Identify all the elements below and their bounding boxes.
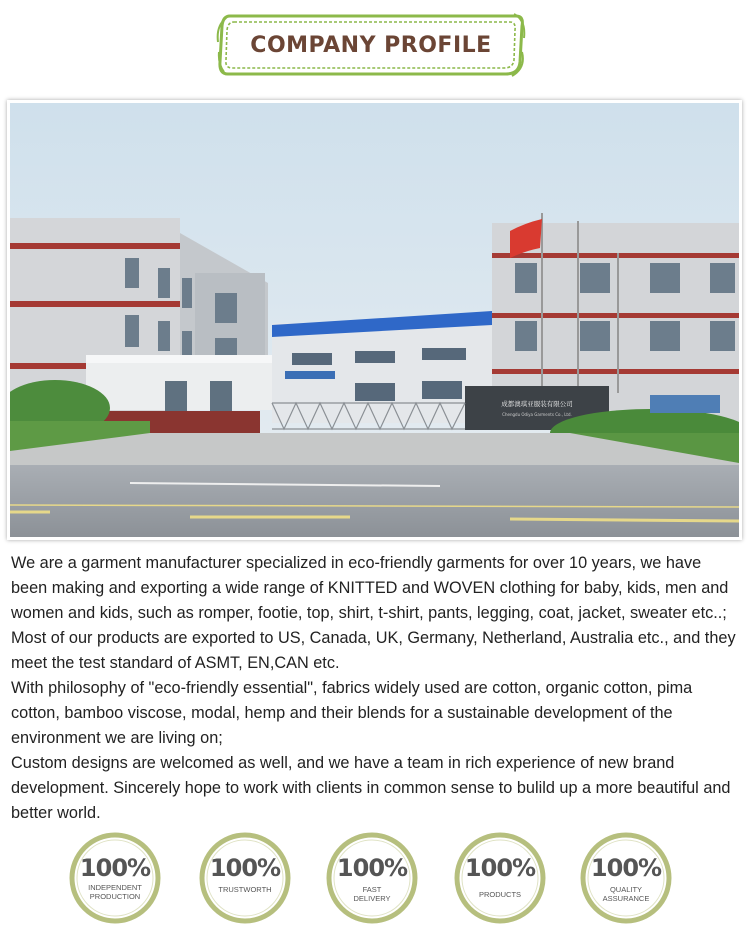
badge-products xyxy=(454,832,546,924)
philosophy-paragraph: With philosophy of "eco-friendly essential", fabrics widely used are cotton, organic cotton, pima cotton, bamboo viscose, modal, hemp and their blends for a sustainable development of the environment we are living on; xyxy=(11,679,693,747)
badge-label: TRUSTWORTH xyxy=(218,885,272,894)
badge-label: INDEPENDENT xyxy=(88,883,142,892)
factory-photo-frame xyxy=(7,100,742,540)
badge-value: 100% xyxy=(590,854,662,882)
intro-paragraph: We are a garment manufacturer specialized in eco-friendly garments for over 10 years, we have been making and exporting a wide range of KNITTED and WOVEN clothing for baby, kids, men and women and kids, such as romper, footie, top, shirt, t-shirt, pants, legging, coat, jacket, sweater etc..; Most of our products are exported to US, Canada, UK, Germany, Netherland, Australia etc., and they meet the test standard of ASMT, EN,CAN etc. xyxy=(11,554,736,672)
badge-independent-production xyxy=(69,832,161,924)
badge-label: PRODUCTS xyxy=(478,890,522,899)
badge-trustworth xyxy=(199,832,291,924)
badge-value: 100% xyxy=(336,854,408,882)
badge-quality-assurance xyxy=(580,832,672,924)
badge-value: 100% xyxy=(464,854,536,882)
sign-chinese: 成都澳琪亚服装有限公司 xyxy=(501,400,573,408)
badge-value: 100% xyxy=(79,854,151,882)
factory-photo xyxy=(10,103,739,537)
badge-label: ASSURANCE xyxy=(602,894,650,903)
badge-label: FAST xyxy=(362,885,382,894)
company-profile-banner xyxy=(216,12,526,78)
custom-design-paragraph: Custom designs are welcomed as well, and we have a team in rich experience of new brand development. Sincerely hope to work with clients in common sense to bulild up a more beautiful and better world. xyxy=(11,754,731,822)
badge-label: QUALITY xyxy=(609,885,643,894)
badge-label: DELIVERY xyxy=(353,894,391,903)
badge-value: 100% xyxy=(209,854,281,882)
badge-label: PRODUCTION xyxy=(89,892,141,901)
sign-english: Chengdu Odiya Garments Co., Ltd. xyxy=(502,412,572,417)
banner-title: COMPANY PROFILE xyxy=(250,32,492,58)
badge-fast-delivery xyxy=(326,832,418,924)
